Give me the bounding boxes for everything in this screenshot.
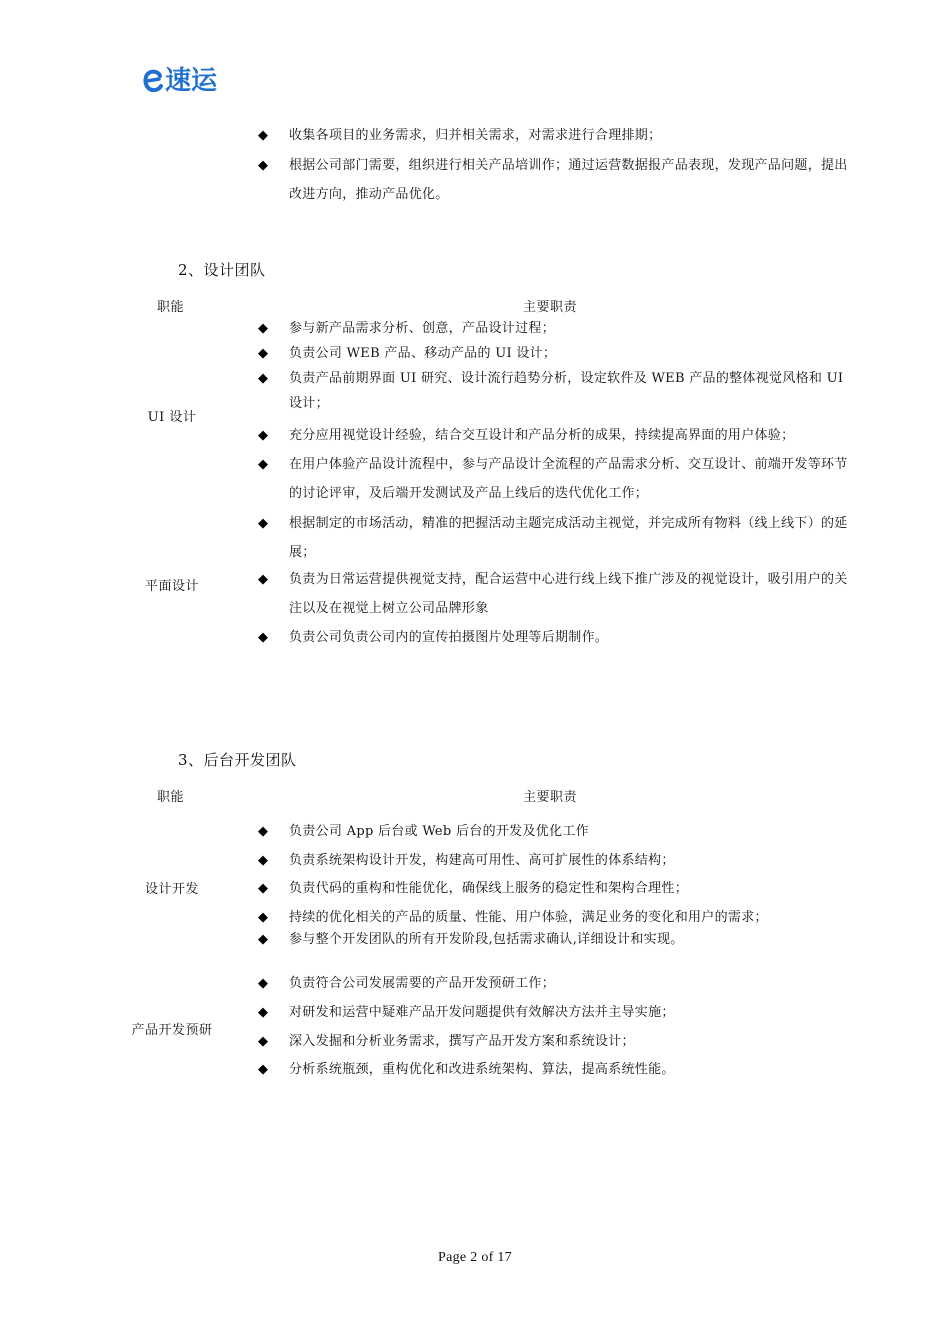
diamond-bullet-icon: ◆ [258, 630, 268, 645]
diamond-bullet-icon: ◆ [258, 158, 268, 173]
role-graphic-design: 平面设计 [144, 579, 199, 594]
column-header-role: 职能 [157, 790, 185, 805]
list-item [258, 121, 850, 150]
page-number: Page 2 of 17 [438, 1250, 512, 1265]
list-item [258, 151, 850, 209]
column-header-role: 职能 [157, 300, 185, 315]
diamond-bullet-icon: ◆ [258, 824, 268, 839]
role-product-research: 产品开发预研 [131, 1023, 213, 1038]
diamond-bullet-icon: ◆ [258, 128, 268, 143]
diamond-bullet-icon: ◆ [258, 932, 268, 947]
list-item-text: 负责符合公司发展需要的产品开发预研工作； [289, 976, 556, 991]
list-item-text: 充分应用视觉设计经验，结合交互设计和产品分析的成果，持续提高界面的用户体验； [289, 428, 795, 443]
company-logo [142, 64, 217, 98]
list-item-text: 负责代码的重构和性能优化，确保线上服务的稳定性和架构合理性； [289, 881, 689, 896]
section-title-backend-team: 3、后台开发团队 [178, 751, 297, 769]
diamond-bullet-icon: ◆ [258, 321, 268, 336]
section-title-design-team: 2、设计团队 [178, 261, 266, 279]
list-item-text: 负责公司负责公司内的宣传拍摄图片处理等后期制作。 [289, 630, 609, 645]
list-item-text: 负责公司 WEB 产品、移动产品的 UI 设计； [289, 346, 557, 361]
list-item-text: 根据制定的市场活动，精准的把握活动主题完成活动主视觉，并完成所有物料（线上线下）的延展； [289, 516, 848, 560]
list-item-text: 参与整个开发团队的所有开发阶段,包括需求确认,详细设计和实现。 [289, 932, 684, 947]
diamond-bullet-icon: ◆ [258, 910, 268, 925]
diamond-bullet-icon: ◆ [258, 428, 268, 443]
list-item-text: 收集各项目的业务需求，归并相关需求，对需求进行合理排期； [289, 128, 662, 143]
logo-e-icon [142, 68, 164, 94]
list-item-text: 分析系统瓶颈，重构优化和改进系统架构、算法，提高系统性能。 [289, 1062, 675, 1077]
diamond-bullet-icon: ◆ [258, 881, 268, 896]
list-item-text: 对研发和运营中疑难产品开发问题提供有效解决方法并主导实施； [289, 1005, 675, 1020]
diamond-bullet-icon: ◆ [258, 1005, 268, 1020]
diamond-bullet-icon: ◆ [258, 853, 268, 868]
list-item-text: 深入发掘和分析业务需求，撰写产品开发方案和系统设计； [289, 1034, 635, 1049]
diamond-bullet-icon: ◆ [258, 1062, 268, 1077]
list-item-text: 负责为日常运营提供视觉支持，配合运营中心进行线上线下推广涉及的视觉设计，吸引用户的关注以及在视觉上树立公司品牌形象 [289, 572, 848, 616]
diamond-bullet-icon: ◆ [258, 976, 268, 991]
diamond-bullet-icon: ◆ [258, 457, 268, 472]
list-item-text: 根据公司部门需要，组织进行相关产品培训作；通过运营数据报产品表现，发现产品问题，提出改进方向，推动产品优化。 [289, 158, 848, 202]
role-design-development: 设计开发 [144, 882, 199, 897]
list-item-text: 负责公司 App 后台或 Web 后台的开发及优化工作 [289, 824, 589, 839]
diamond-bullet-icon: ◆ [258, 371, 268, 386]
diamond-bullet-icon: ◆ [258, 1034, 268, 1049]
role-ui-design: UI 设计 [147, 410, 197, 425]
list-item-text: 负责系统架构设计开发，构建高可用性、高可扩展性的体系结构； [289, 853, 675, 868]
column-header-duties: 主要职责 [523, 790, 578, 805]
logo-text: 速运 [165, 66, 218, 96]
list-item-text: 在用户体验产品设计流程中，参与产品设计全流程的产品需求分析、交互设计、前端开发等环节的讨论评审，及后端开发测试及产品上线后的迭代优化工作； [289, 457, 848, 501]
list-item-text: 参与新产品需求分析、创意，产品设计过程； [289, 321, 556, 336]
list-item-text: 持续的优化相关的产品的质量、性能、用户体验，满足业务的变化和用户的需求； [289, 910, 768, 925]
list-item-text: 负责产品前期界面 UI 研究、设计流行趋势分析，设定软件及 WEB 产品的整体视觉风格和 UI 设计； [289, 371, 844, 411]
diamond-bullet-icon: ◆ [258, 572, 268, 587]
column-header-duties: 主要职责 [523, 300, 578, 315]
diamond-bullet-icon: ◆ [258, 346, 268, 361]
diamond-bullet-icon: ◆ [258, 516, 268, 531]
